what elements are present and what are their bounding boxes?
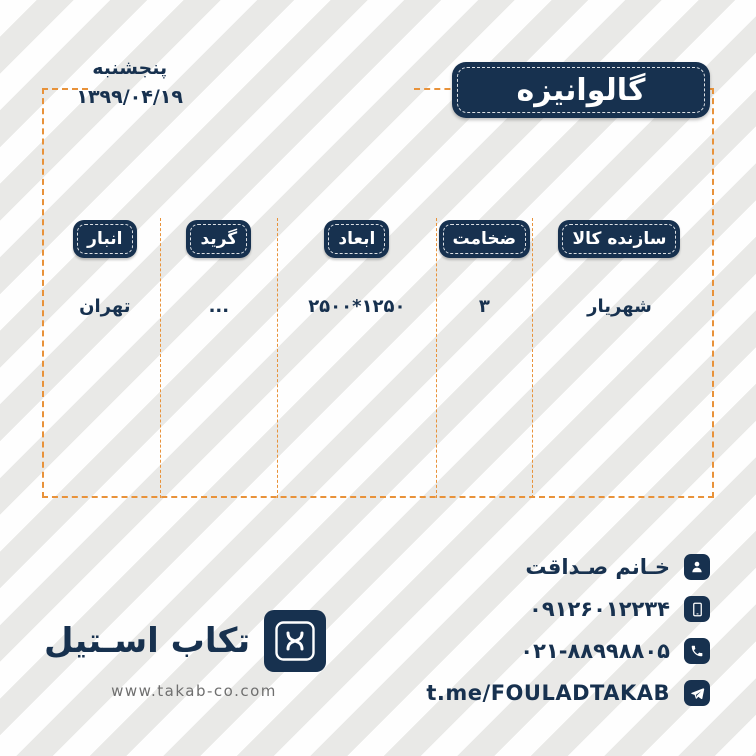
column-value-maker: شهریار [587, 296, 652, 317]
table-column-warehouse [50, 218, 161, 498]
page-title-plate [452, 62, 710, 118]
contact-mobile-number[interactable]: ۰۹۱۲۶۰۱۲۲۳۴ [529, 597, 670, 621]
brand-logo-row [44, 610, 326, 672]
column-value-warehouse: تهران [79, 296, 131, 317]
column-header-thickness: ضخامت [439, 220, 531, 258]
column-header-maker: سازنده کالا [558, 220, 680, 258]
column-value-grade: ... [208, 296, 230, 317]
takab-logo-icon [264, 610, 326, 672]
column-header-dimensions: ابعاد [324, 220, 389, 258]
user-icon [684, 554, 710, 580]
table-column-thickness [437, 218, 533, 498]
table-column-dimensions [278, 218, 437, 498]
contact-row-phone[interactable] [426, 636, 710, 666]
phone-icon [684, 638, 710, 664]
contact-person-name: خـانم صـداقت [525, 555, 670, 579]
date-block [76, 54, 183, 113]
specs-columns [50, 218, 706, 498]
contact-row-mobile[interactable] [426, 594, 710, 624]
date-weekday: پنجشنبه [92, 57, 168, 79]
column-value-dimensions: ۱۲۵۰*۲۵۰۰ [308, 296, 406, 317]
page-title: گالوانیزه [516, 72, 646, 108]
contact-row-person [426, 552, 710, 582]
contact-phone-number[interactable]: ۰۲۱-۸۸۹۹۸۸۰۵ [520, 639, 670, 663]
brand-website: www.takab-co.com [111, 682, 277, 700]
date-number: ۱۳۹۹/۰۴/۱۹ [76, 86, 183, 109]
column-header-grade: گرید [186, 220, 251, 258]
mobile-icon [684, 596, 710, 622]
contact-row-telegram[interactable] [426, 678, 710, 708]
brand-logo [44, 610, 344, 700]
brand-name: تکاب اسـتیل [44, 621, 251, 661]
contact-list [426, 552, 710, 720]
column-header-warehouse: انبار [73, 220, 136, 258]
table-column-maker [533, 218, 706, 498]
telegram-icon [684, 680, 710, 706]
column-value-thickness: ۳ [478, 296, 490, 317]
specs-table [50, 218, 706, 498]
contact-telegram-link[interactable]: t.me/FOULADTAKAB [426, 681, 670, 705]
table-column-grade [161, 218, 278, 498]
